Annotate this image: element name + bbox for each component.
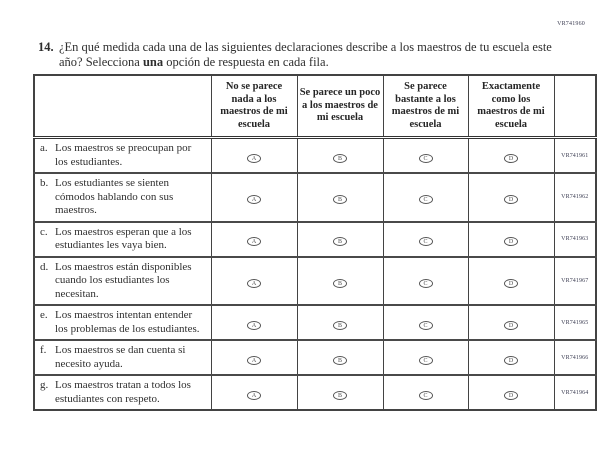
question-text bbox=[59, 40, 553, 70]
bubble-option-a[interactable]: A bbox=[247, 356, 261, 365]
row-statement: Los maestros intentan entender los problemas de los estudiantes. bbox=[55, 309, 200, 335]
page-accession-code: VR741960 bbox=[557, 21, 585, 27]
bubble-option-d[interactable]: D bbox=[504, 195, 518, 204]
option-cell-d bbox=[468, 257, 554, 306]
option-cell-a bbox=[211, 173, 297, 222]
option-cell-b bbox=[297, 305, 383, 340]
row-accession-code: VR741963 bbox=[554, 222, 596, 257]
option-cell-d bbox=[468, 305, 554, 340]
header-col-not-at-all: No se parece nada a los maestros de mi escuela bbox=[211, 75, 297, 138]
bubble-option-a[interactable]: A bbox=[247, 195, 261, 204]
header-code-empty bbox=[554, 75, 596, 138]
table-row-g bbox=[34, 375, 596, 410]
table-row-c bbox=[34, 222, 596, 257]
statement-cell bbox=[34, 257, 211, 306]
row-statement: Los maestros se preocupan por los estudiantes. bbox=[55, 142, 192, 168]
bubble-option-b[interactable]: B bbox=[333, 154, 347, 163]
row-letter: c. bbox=[40, 225, 48, 238]
row-letter: e. bbox=[40, 309, 48, 321]
option-cell-a bbox=[211, 340, 297, 375]
option-cell-d bbox=[468, 173, 554, 222]
header-col-a-little: Se parece un poco a los maestros de mi escuela bbox=[297, 75, 383, 138]
option-cell-c bbox=[383, 173, 468, 222]
statement-cell bbox=[34, 375, 211, 410]
option-cell-a bbox=[211, 257, 297, 306]
bubble-option-b[interactable]: B bbox=[333, 356, 347, 365]
table-row-a bbox=[34, 138, 596, 174]
bubble-option-d[interactable]: D bbox=[504, 237, 518, 246]
option-cell-c bbox=[383, 375, 468, 410]
option-cell-a bbox=[211, 305, 297, 340]
row-letter: a. bbox=[40, 142, 48, 154]
bubble-option-d[interactable]: D bbox=[504, 154, 518, 163]
option-cell-b bbox=[297, 138, 383, 174]
row-letter: b. bbox=[40, 177, 49, 189]
option-cell-c bbox=[383, 138, 468, 174]
bubble-option-c[interactable]: C bbox=[419, 154, 433, 163]
bubble-option-c[interactable]: C bbox=[419, 279, 433, 288]
option-cell-b bbox=[297, 257, 383, 306]
row-accession-code: VR741966 bbox=[554, 340, 596, 375]
bubble-option-c[interactable]: C bbox=[419, 195, 433, 204]
bubble-option-d[interactable]: D bbox=[504, 321, 518, 330]
row-statement: Los estudiantes se sienten cómodos hablando con sus maestros. bbox=[55, 177, 174, 216]
question-text-after: opción de respuesta en cada fila. bbox=[163, 55, 329, 69]
bubble-option-d[interactable]: D bbox=[504, 356, 518, 365]
bubble-option-d[interactable]: D bbox=[504, 279, 518, 288]
row-accession-code: VR741964 bbox=[554, 375, 596, 410]
statement-cell bbox=[34, 138, 211, 174]
option-cell-d bbox=[468, 340, 554, 375]
row-letter: g. bbox=[40, 379, 49, 391]
statement-cell bbox=[34, 340, 211, 375]
option-cell-b bbox=[297, 173, 383, 222]
header-row bbox=[34, 75, 596, 138]
option-cell-c bbox=[383, 305, 468, 340]
row-accession-code: VR741961 bbox=[554, 138, 596, 174]
row-statement: Los maestros están disponibles cuando los estudiantes los necesitan. bbox=[55, 260, 192, 300]
bubble-option-a[interactable]: A bbox=[247, 321, 261, 330]
option-cell-b bbox=[297, 340, 383, 375]
row-statement: Los maestros tratan a todos los estudiantes con respeto. bbox=[55, 379, 191, 405]
table-row-e bbox=[34, 305, 596, 340]
option-cell-d bbox=[468, 138, 554, 174]
row-accession-code: VR741965 bbox=[554, 305, 596, 340]
row-letter: d. bbox=[40, 260, 49, 273]
bubble-option-b[interactable]: B bbox=[333, 321, 347, 330]
header-statement-empty bbox=[34, 75, 211, 138]
question-bold-word: una bbox=[142, 55, 164, 69]
bubble-option-c[interactable]: C bbox=[419, 237, 433, 246]
header-col-exactly: Exactamente como los maestros de mi escuela bbox=[468, 75, 554, 138]
bubble-option-c[interactable]: C bbox=[419, 356, 433, 365]
question-number: 14. bbox=[38, 40, 54, 54]
row-statement: Los maestros se dan cuenta si necesito ayuda. bbox=[55, 344, 186, 370]
bubble-option-a[interactable]: A bbox=[247, 391, 261, 400]
bubble-option-a[interactable]: A bbox=[247, 237, 261, 246]
option-cell-a bbox=[211, 375, 297, 410]
option-cell-c bbox=[383, 257, 468, 306]
option-cell-a bbox=[211, 222, 297, 257]
bubble-option-b[interactable]: B bbox=[333, 279, 347, 288]
row-accession-code: VR741962 bbox=[554, 173, 596, 222]
table-row-f bbox=[34, 340, 596, 375]
option-cell-d bbox=[468, 375, 554, 410]
row-accession-code: VR741967 bbox=[554, 257, 596, 306]
option-cell-c bbox=[383, 222, 468, 257]
question-text-before: ¿En qué medida cada una de las siguientes declaraciones describe a los maestros de tu escuela este año? Selecciona bbox=[59, 40, 552, 69]
statement-cell bbox=[34, 173, 211, 222]
bubble-option-b[interactable]: B bbox=[333, 391, 347, 400]
option-cell-a bbox=[211, 138, 297, 174]
bubble-option-a[interactable]: A bbox=[247, 279, 261, 288]
statement-cell bbox=[34, 222, 211, 257]
row-statement: Los maestros esperan que a los estudiantes les vaya bien. bbox=[55, 225, 192, 251]
bubble-option-d[interactable]: D bbox=[504, 391, 518, 400]
statement-cell bbox=[34, 305, 211, 340]
response-matrix-table bbox=[33, 74, 597, 411]
bubble-option-c[interactable]: C bbox=[419, 391, 433, 400]
bubble-option-c[interactable]: C bbox=[419, 321, 433, 330]
bubble-option-a[interactable]: A bbox=[247, 154, 261, 163]
header-col-quite-a-bit: Se parece bastante a los maestros de mi escuela bbox=[383, 75, 468, 138]
option-cell-b bbox=[297, 222, 383, 257]
option-cell-d bbox=[468, 222, 554, 257]
question-block bbox=[38, 40, 553, 70]
row-letter: f. bbox=[40, 344, 47, 356]
option-cell-b bbox=[297, 375, 383, 410]
table-row-d bbox=[34, 257, 596, 306]
bubble-option-b[interactable]: B bbox=[333, 195, 347, 204]
bubble-option-b[interactable]: B bbox=[333, 237, 347, 246]
option-cell-c bbox=[383, 340, 468, 375]
table-row-b bbox=[34, 173, 596, 222]
